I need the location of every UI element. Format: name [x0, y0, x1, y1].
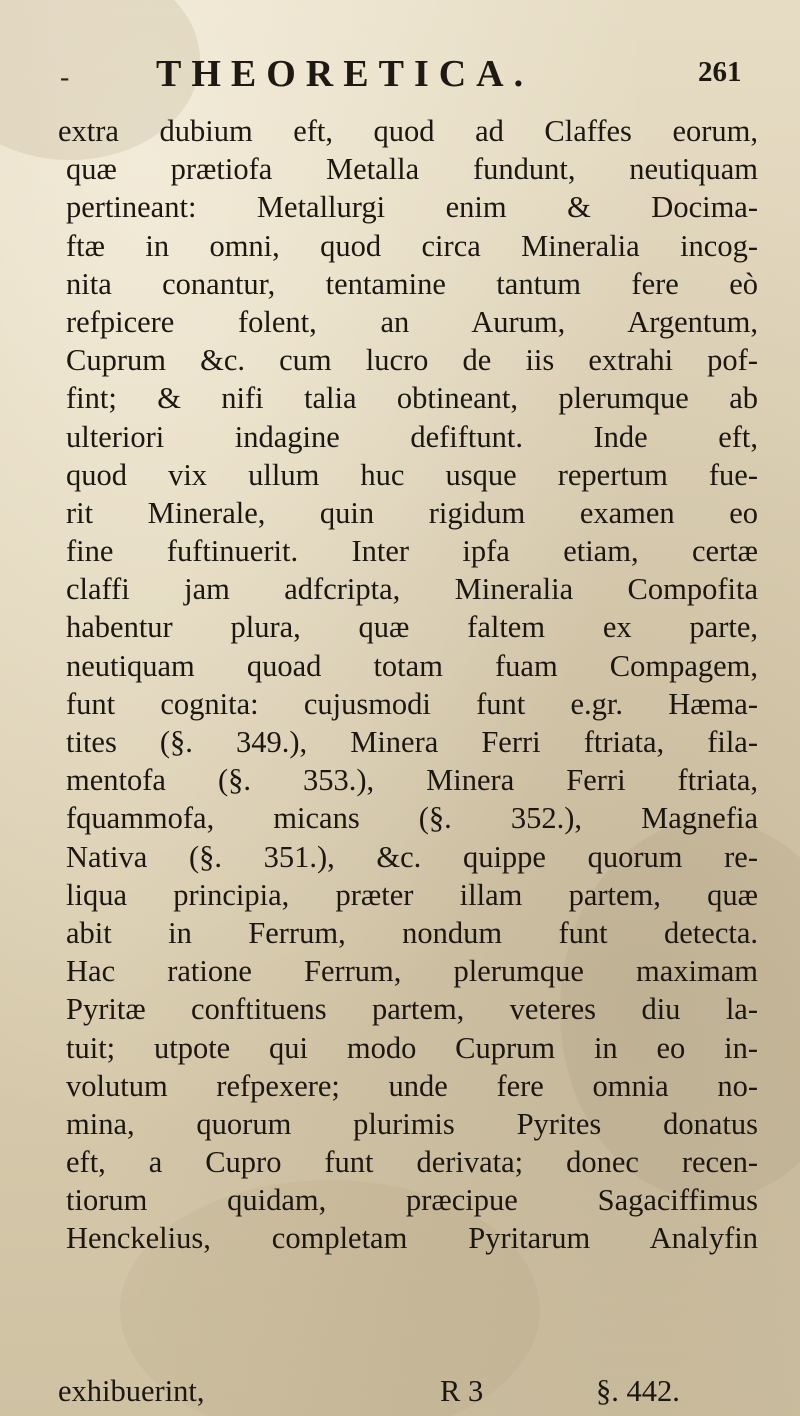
text-line: fine fuftinuerit. Inter ipfa etiam, certæ [66, 534, 758, 569]
signature-mark: R 3 [440, 1374, 484, 1408]
text-line: ulteriori indagine defiftunt. Inde eft, [66, 419, 758, 454]
running-head: THEORETICA. [156, 53, 534, 95]
text-line: Cuprum &c. cum lucro de iis extrahi pof- [66, 343, 758, 378]
text-line: pertineant: Metallurgi enim & Docima- [66, 190, 758, 225]
text-line: mina, quorum plurimis Pyrites donatus [66, 1106, 758, 1141]
last-text-line: exhibuerint, [58, 1374, 205, 1408]
header-marker: - [60, 62, 70, 93]
catchword: §. 442. [596, 1374, 680, 1408]
text-line: nita conantur, tentamine tantum fere eò [66, 266, 758, 301]
text-line: tuit; utpote qui modo Cuprum in eo in- [66, 1030, 758, 1065]
text-line: ftæ in omni, quod circa Mineralia incog- [66, 228, 758, 263]
body-text [58, 112, 758, 1258]
text-line: claffi jam adfcripta, Mineralia Compofita [66, 572, 758, 607]
text-line: fquammofa, micans (§. 352.), Magnefia [66, 801, 758, 836]
text-line: Pyritæ conftituens partem, veteres diu la- [66, 992, 758, 1027]
text-line: refpicere folent, an Aurum, Argentum, [66, 304, 758, 339]
page-header [0, 52, 800, 98]
text-line: extra dubium eft, quod ad Claffes eorum, [58, 114, 758, 148]
text-line: tites (§. 349.), Minera Ferri ftriata, fila- [66, 725, 758, 759]
page-number: 261 [698, 56, 742, 88]
text-line: liqua principia, præter illam partem, quæ [66, 877, 758, 912]
text-line: Henckelius, completam Pyritarum Analyfin [66, 1221, 758, 1256]
text-line: rit Minerale, quin rigidum examen eo [66, 495, 758, 530]
text-line: tiorum quidam, præcipue Sagaciffimus [66, 1183, 758, 1218]
page-footer-line [58, 1374, 758, 1412]
text-line: eft, a Cupro funt derivata; donec recen- [66, 1145, 758, 1180]
text-line: fint; & nifi talia obtineant, plerumque ab [66, 381, 758, 416]
text-line: Hac ratione Ferrum, plerumque maximam [66, 954, 758, 989]
text-line: Nativa (§. 351.), &c. quippe quorum re- [66, 839, 758, 874]
text-line: abit in Ferrum, nondum funt detecta. [66, 915, 758, 950]
text-line: volutum refpexere; unde fere omnia no- [66, 1068, 758, 1103]
text-line: mentofa (§. 353.), Minera Ferri ftriata, [66, 763, 758, 798]
text-line: funt cognita: cujusmodi funt e.gr. Hæma- [66, 686, 758, 721]
text-line: neutiquam quoad totam fuam Compagem, [66, 648, 758, 683]
text-line: quæ prætiofa Metalla fundunt, neutiquam [66, 152, 758, 187]
text-line: habentur plura, quæ faltem ex parte, [66, 610, 758, 645]
text-line: quod vix ullum huc usque repertum fue- [66, 457, 758, 492]
